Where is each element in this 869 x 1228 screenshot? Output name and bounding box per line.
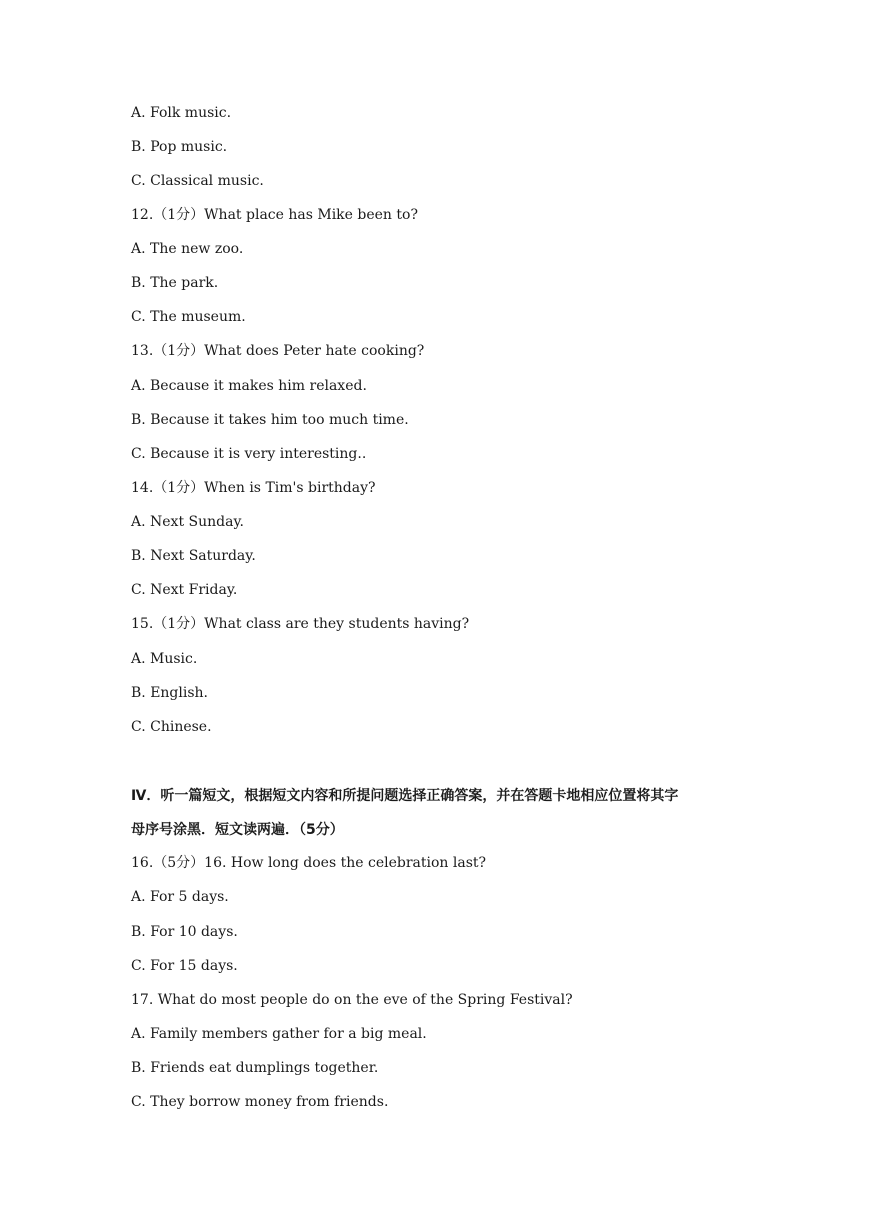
- option-16b: B. For 10 days.: [131, 924, 238, 940]
- option-17a: A. Family members gather for a big meal.: [131, 1026, 427, 1042]
- option-14a: A. Next Sunday.: [131, 514, 244, 530]
- option-16c: C. For 15 days.: [131, 958, 238, 974]
- option-16a: A. For 5 days.: [131, 889, 229, 905]
- option-11b: B. Pop music.: [131, 139, 228, 155]
- option-17b: B. Friends eat dumplings together.: [131, 1060, 379, 1076]
- option-13a: A. Because it makes him relaxed.: [131, 378, 367, 394]
- option-14c: C. Next Friday.: [131, 582, 238, 598]
- option-14b: B. Next Saturday.: [131, 548, 256, 564]
- question-15: 15.（1分）What class are they students having?: [131, 616, 470, 632]
- option-13b: B. Because it takes him too much time.: [131, 412, 409, 428]
- option-17c: C. They borrow money from friends.: [131, 1094, 389, 1110]
- question-16: 16.（5分）16. How long does the celebration last?: [131, 855, 487, 871]
- question-12: 12.（1分）What place has Mike been to?: [131, 207, 418, 223]
- option-12c: C. The museum.: [131, 309, 246, 325]
- question-14: 14.（1分）When is Tim's birthday?: [131, 480, 376, 496]
- section-heading-line2: 母序号涂黑．短文读两遍．（5分）: [131, 822, 344, 838]
- option-12a: A. The new zoo.: [131, 241, 244, 257]
- option-11c: C. Classical music.: [131, 173, 264, 189]
- option-12b: B. The park.: [131, 275, 219, 291]
- option-15c: C. Chinese.: [131, 719, 212, 735]
- question-17: 17. What do most people do on the eve of the Spring Festival?: [131, 992, 573, 1008]
- option-13c: C. Because it is very interesting..: [131, 446, 367, 462]
- option-11a: A. Folk music.: [131, 105, 232, 121]
- option-15b: B. English.: [131, 685, 208, 701]
- section-heading-line1: Ⅳ．听一篇短文，根据短文内容和所提问题选择正确答案，并在答题卡地相应位置将其字: [131, 788, 679, 804]
- question-13: 13.（1分）What does Peter hate cooking?: [131, 343, 425, 359]
- option-15a: A. Music.: [131, 651, 198, 667]
